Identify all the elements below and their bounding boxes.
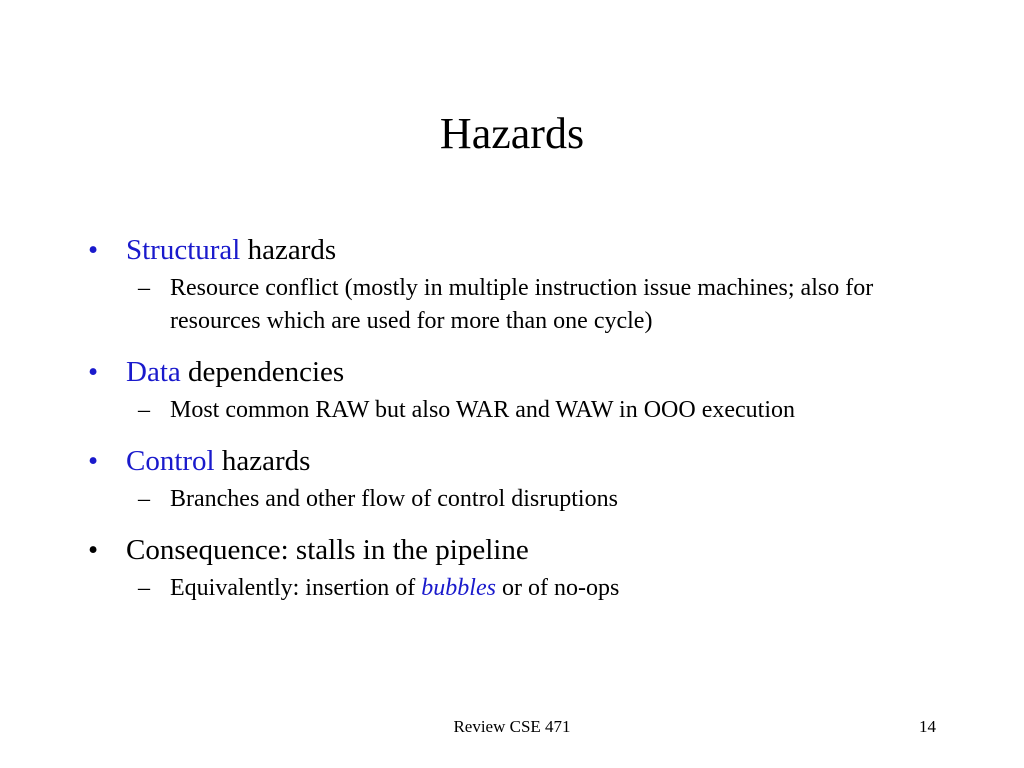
bullet-text: Consequence: stalls in the pipeline [126, 534, 529, 566]
sub-bullet-text-end: or of no-ops [495, 575, 620, 601]
sub-bullet-text: Most common RAW but also WAR and WAW in OOO execution [170, 397, 795, 423]
page-number: 14 [919, 717, 936, 736]
sub-bullet-bubbles [88, 572, 948, 605]
dash-icon: – [138, 397, 150, 423]
bullet-icon: • [88, 234, 99, 266]
bullet-data-dependencies [88, 352, 948, 392]
sub-bullet-text: Equivalently: insertion of [170, 575, 422, 601]
bullet-icon: • [88, 445, 99, 477]
sub-bullet-text: Resource conflict (mostly in multiple instruction issue machines; also for resources which are used for more than one cycle) [170, 275, 874, 334]
dash-icon: – [138, 486, 150, 512]
bullet-text: hazards [214, 445, 311, 477]
sub-bullet-text: Branches and other flow of control disruptions [170, 486, 618, 512]
bullet-highlight: Data [126, 356, 181, 388]
bullet-text: dependencies [180, 356, 345, 388]
bullet-list [88, 230, 948, 605]
bullet-icon: • [88, 534, 99, 566]
dash-icon: – [138, 275, 150, 301]
bullet-consequence [88, 530, 948, 570]
bubbles-emphasis: bubbles [421, 575, 496, 601]
bullet-structural-hazards [88, 230, 948, 270]
dash-icon: – [138, 575, 150, 601]
bullet-icon: • [88, 356, 99, 388]
sub-bullet-raw-war-waw [88, 394, 948, 427]
bullet-text: hazards [240, 234, 337, 266]
bullet-control-hazards [88, 441, 948, 481]
footer-course-label: Review CSE 471 [453, 717, 571, 736]
slide-title: Hazards [439, 109, 585, 158]
sub-bullet-branches [88, 483, 948, 516]
sub-bullet-resource-conflict [88, 272, 948, 338]
bullet-highlight: Structural [126, 234, 241, 266]
bullet-highlight: Control [126, 445, 215, 477]
